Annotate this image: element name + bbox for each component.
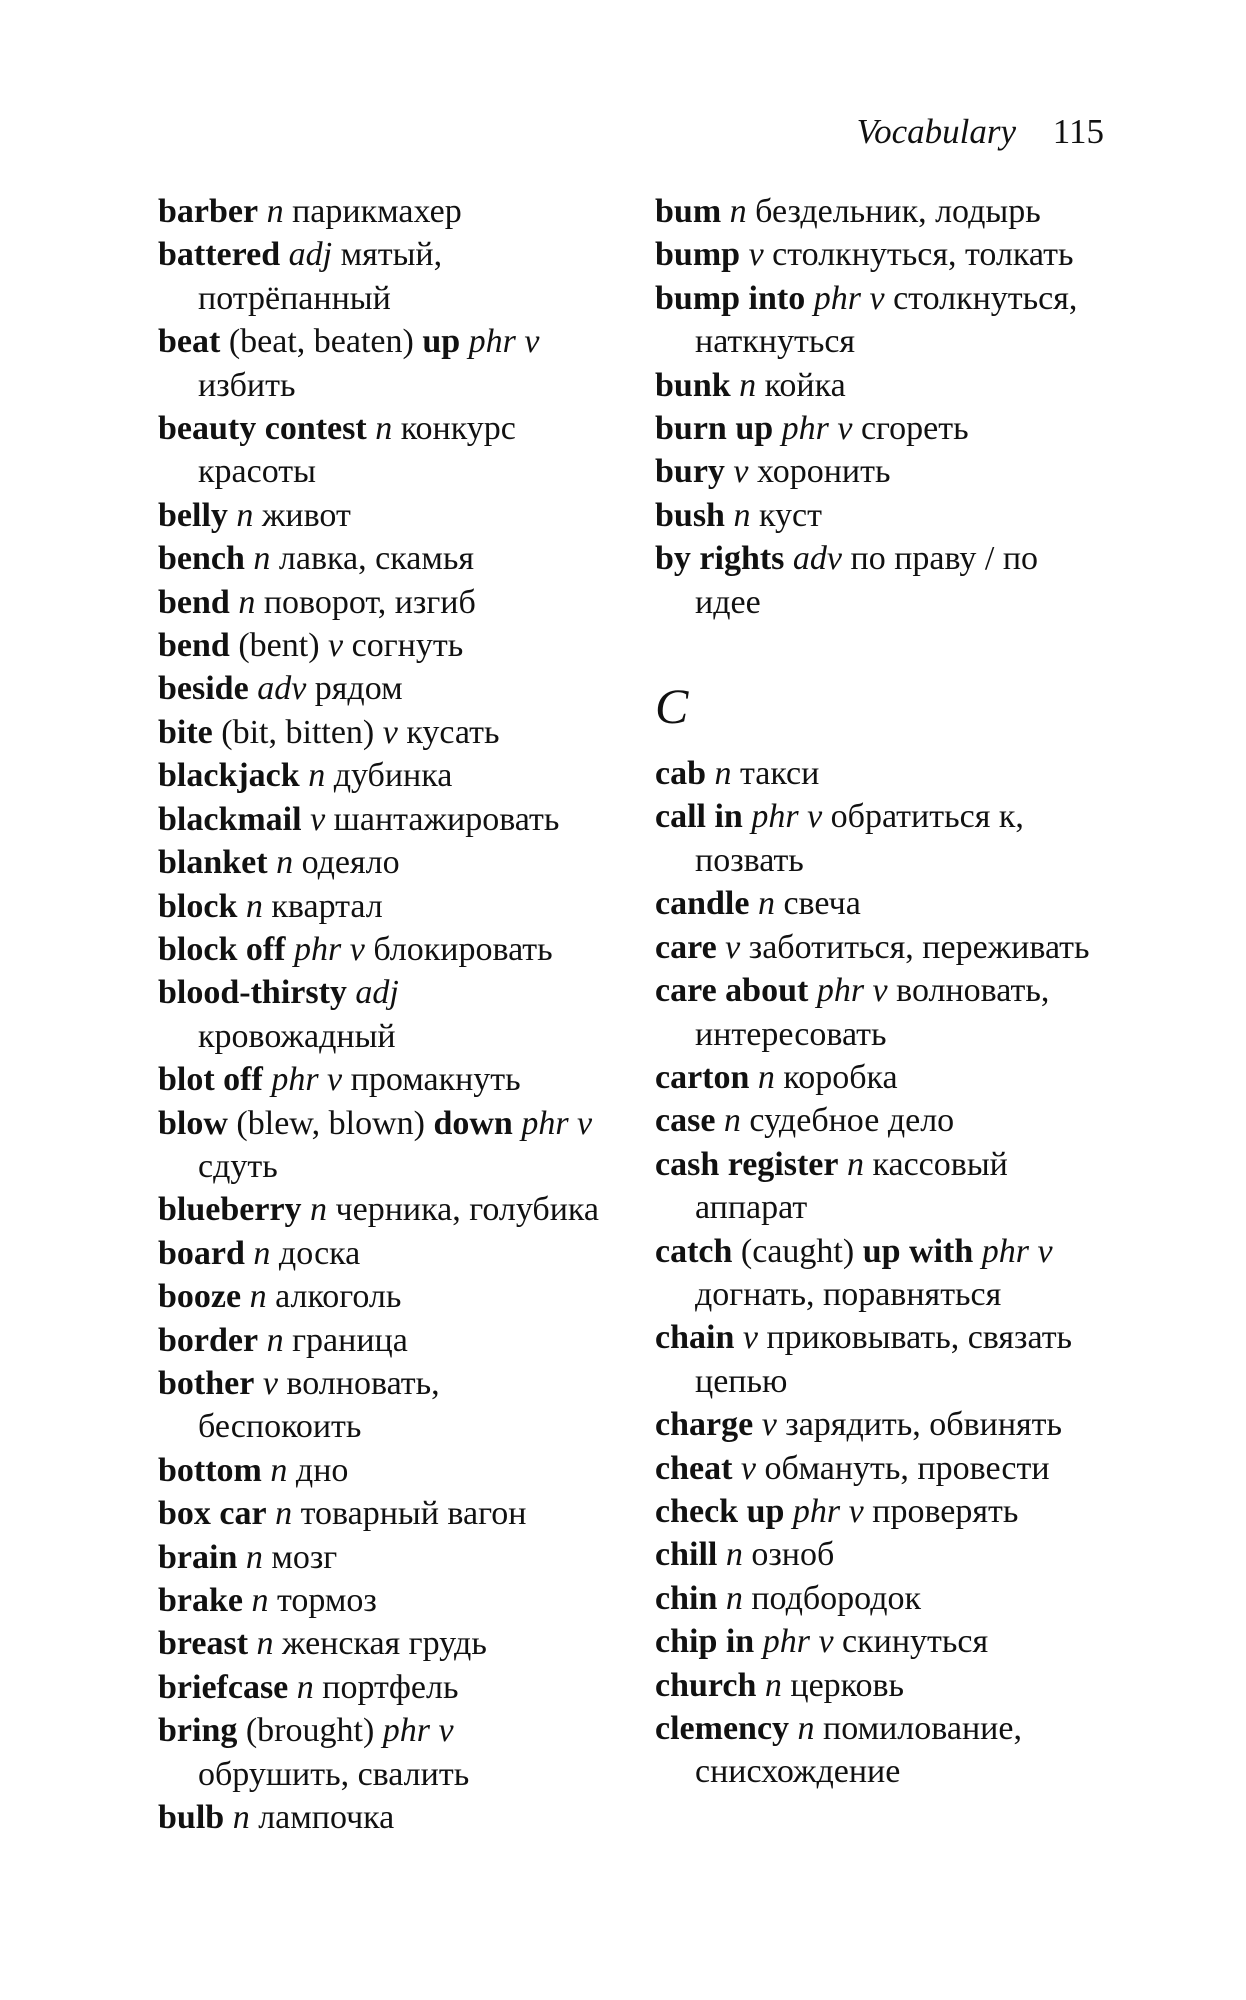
dictionary-entry bbox=[158, 233, 600, 320]
dictionary-entry bbox=[158, 971, 600, 1058]
entry-text bbox=[241, 1278, 250, 1315]
entry-text bbox=[754, 1623, 763, 1660]
entry-text: черника, голубика bbox=[327, 1191, 599, 1229]
dictionary-entry bbox=[158, 1232, 600, 1275]
entry-text bbox=[749, 885, 758, 922]
part-of-speech: v bbox=[382, 713, 398, 751]
entry-text bbox=[460, 323, 469, 360]
headword: blackmail bbox=[158, 800, 302, 838]
part-of-speech: n bbox=[764, 1666, 782, 1704]
headword: box car bbox=[158, 1495, 267, 1533]
dictionary-entry bbox=[655, 752, 1097, 795]
dictionary-entry bbox=[158, 1188, 600, 1231]
headword: blot off bbox=[158, 1061, 263, 1099]
part-of-speech: n bbox=[723, 1102, 741, 1140]
entry-text: одеяло bbox=[293, 844, 400, 882]
entry-text: кусать bbox=[397, 713, 500, 751]
part-of-speech: v bbox=[328, 627, 344, 665]
headword: care about bbox=[655, 972, 809, 1010]
entry-text bbox=[715, 1102, 724, 1139]
headword: booze bbox=[158, 1278, 242, 1316]
dictionary-entry bbox=[158, 711, 600, 754]
entry-text: (bit, bitten) bbox=[212, 713, 383, 751]
part-of-speech: n bbox=[232, 1799, 250, 1837]
part-of-speech: n bbox=[729, 193, 747, 230]
part-of-speech: n bbox=[245, 1538, 263, 1576]
dictionary-entry bbox=[655, 1230, 1097, 1317]
dictionary-entry bbox=[158, 798, 600, 841]
part-of-speech: adj bbox=[355, 974, 399, 1012]
entry-text: столкнуться, наткнуться bbox=[695, 279, 1078, 361]
part-of-speech: phr v bbox=[468, 323, 540, 361]
entry-text bbox=[789, 1710, 798, 1747]
section-letter: C bbox=[655, 678, 689, 735]
headword: chin bbox=[655, 1579, 718, 1617]
dictionary-entry bbox=[158, 885, 600, 928]
entry-text bbox=[717, 1536, 726, 1573]
part-of-speech: n bbox=[296, 1668, 314, 1706]
entry-text: хоронить bbox=[748, 453, 891, 491]
entry-text bbox=[237, 888, 246, 925]
part-of-speech: n bbox=[797, 1710, 815, 1747]
entry-text: церковь bbox=[781, 1666, 905, 1704]
section-title: Vocabulary bbox=[856, 112, 1017, 151]
entry-text: тормоз bbox=[268, 1582, 377, 1619]
entry-text: портфель bbox=[313, 1668, 459, 1706]
entry-text: сгореть bbox=[852, 410, 969, 448]
dictionary-entry bbox=[655, 1707, 1097, 1794]
entry-text: судебное дело bbox=[740, 1102, 955, 1140]
entry-text bbox=[248, 1625, 257, 1662]
headword: catch bbox=[655, 1232, 733, 1270]
dictionary-entry bbox=[655, 1143, 1097, 1230]
entry-text bbox=[717, 1580, 726, 1617]
entry-text: койка bbox=[756, 366, 846, 404]
part-of-speech: n bbox=[310, 1191, 328, 1229]
entry-text: (caught) bbox=[732, 1232, 863, 1270]
dictionary-entry bbox=[655, 190, 1097, 233]
dictionary-entry bbox=[158, 754, 600, 797]
entry-text: шантажировать bbox=[325, 800, 560, 838]
part-of-speech: n bbox=[251, 1582, 269, 1619]
part-of-speech: n bbox=[238, 583, 256, 621]
entry-text bbox=[749, 1059, 758, 1096]
entry-text: (blew, blown) bbox=[227, 1104, 434, 1142]
headword: border bbox=[158, 1321, 259, 1359]
headword: bring bbox=[158, 1712, 238, 1750]
entry-text: обмануть, провести bbox=[756, 1449, 1050, 1487]
part-of-speech: n bbox=[308, 757, 326, 795]
dictionary-entry bbox=[655, 494, 1097, 537]
entry-text bbox=[706, 755, 715, 792]
entry-text bbox=[237, 1539, 246, 1576]
headword: charge bbox=[655, 1406, 754, 1444]
part-of-speech: v bbox=[748, 236, 764, 274]
entry-text bbox=[367, 410, 376, 447]
entry-text: подбородок bbox=[742, 1579, 922, 1617]
entry-text bbox=[808, 972, 817, 1009]
dictionary-entry bbox=[655, 537, 1097, 624]
part-of-speech: v bbox=[733, 453, 749, 491]
entry-text: живот bbox=[253, 496, 351, 534]
entry-text: женская грудь bbox=[273, 1625, 487, 1663]
entry-text: поворот, изгиб bbox=[255, 583, 476, 621]
dictionary-entry bbox=[655, 1056, 1097, 1099]
part-of-speech: n bbox=[725, 1579, 743, 1617]
headword: beauty contest bbox=[158, 410, 367, 448]
dictionary-entry bbox=[158, 407, 600, 494]
headword: block bbox=[158, 887, 238, 925]
headword: up bbox=[422, 323, 461, 361]
dictionary-entry bbox=[158, 1102, 600, 1189]
entry-text bbox=[267, 1495, 276, 1532]
part-of-speech: phr v bbox=[781, 410, 853, 448]
page-number: 115 bbox=[1052, 112, 1104, 151]
dictionary-entry bbox=[158, 1709, 600, 1796]
dictionary-entry bbox=[655, 926, 1097, 969]
part-of-speech: n bbox=[757, 1058, 775, 1096]
headword: brake bbox=[158, 1582, 243, 1619]
headword: cab bbox=[655, 755, 706, 793]
part-of-speech: n bbox=[714, 755, 732, 793]
part-of-speech: v bbox=[262, 1364, 278, 1402]
entry-text bbox=[734, 1319, 743, 1356]
entry-text bbox=[302, 801, 311, 838]
entry-text: дно bbox=[287, 1451, 349, 1489]
headword: board bbox=[158, 1234, 245, 1272]
dictionary-entry bbox=[158, 624, 600, 667]
entry-text bbox=[258, 193, 267, 230]
entry-text: скинуться bbox=[833, 1623, 989, 1661]
entry-text: доска bbox=[270, 1234, 361, 1272]
dictionary-entry bbox=[655, 795, 1097, 882]
entry-text bbox=[784, 540, 793, 577]
entry-text: помилование, снисхождение bbox=[695, 1710, 1022, 1791]
part-of-speech: n bbox=[375, 410, 393, 448]
entry-text: бездельник, лодырь bbox=[746, 193, 1041, 230]
part-of-speech: phr v bbox=[792, 1492, 864, 1530]
entry-text bbox=[721, 193, 730, 230]
entry-text: граница bbox=[283, 1321, 408, 1359]
dictionary-entry bbox=[158, 1796, 600, 1839]
headword: barber bbox=[158, 193, 259, 230]
headword: bother bbox=[158, 1364, 255, 1402]
dictionary-entry bbox=[655, 1099, 1097, 1142]
entry-text bbox=[753, 1406, 762, 1443]
dictionary-entry bbox=[158, 1058, 600, 1101]
entry-text bbox=[740, 236, 749, 273]
part-of-speech: n bbox=[245, 887, 263, 925]
entry-text: промакнуть bbox=[342, 1061, 521, 1099]
entry-text: конкурс красоты bbox=[198, 410, 516, 491]
headword: bush bbox=[655, 496, 725, 534]
dictionary-entry bbox=[655, 969, 1097, 1056]
entry-text: лавка, скамья bbox=[270, 540, 474, 578]
entry-text: проверять bbox=[863, 1492, 1019, 1530]
entry-text bbox=[280, 236, 289, 273]
headword: blackjack bbox=[158, 757, 300, 795]
entry-text bbox=[249, 670, 258, 707]
part-of-speech: n bbox=[249, 1278, 267, 1316]
entry-text: такси bbox=[731, 755, 820, 793]
headword: case bbox=[655, 1102, 716, 1140]
part-of-speech: adj bbox=[288, 236, 333, 274]
part-of-speech: phr v bbox=[521, 1104, 593, 1142]
headword: bite bbox=[158, 713, 213, 751]
entry-text: волновать, интересовать bbox=[695, 972, 1050, 1053]
part-of-speech: phr v bbox=[813, 279, 885, 317]
entry-text bbox=[254, 1365, 263, 1402]
dictionary-entry bbox=[655, 1577, 1097, 1620]
headword: chain bbox=[655, 1319, 735, 1357]
entry-text bbox=[805, 280, 814, 317]
entry-text: коробка bbox=[774, 1058, 898, 1096]
headword: bend bbox=[158, 583, 230, 621]
dictionary-entry bbox=[655, 1533, 1097, 1576]
part-of-speech: phr v bbox=[981, 1232, 1053, 1270]
dictionary-entry bbox=[655, 407, 1097, 450]
part-of-speech: v bbox=[761, 1406, 777, 1444]
dictionary-entry bbox=[158, 1536, 600, 1579]
dictionary-entry bbox=[158, 667, 600, 710]
headword: bump bbox=[655, 236, 741, 274]
dictionary-entry bbox=[158, 581, 600, 624]
entry-text bbox=[784, 1493, 793, 1530]
entry-text: избить bbox=[198, 366, 296, 404]
entry-text: алкоголь bbox=[266, 1278, 402, 1316]
dictionary-entry bbox=[158, 494, 600, 537]
headword: battered bbox=[158, 236, 281, 274]
entry-text: мозг bbox=[262, 1538, 338, 1576]
entry-text: кассовый аппарат bbox=[695, 1145, 1008, 1227]
dictionary-entry bbox=[158, 1492, 600, 1535]
part-of-speech: n bbox=[253, 540, 271, 578]
entry-list bbox=[655, 752, 1097, 1794]
entry-text bbox=[258, 1322, 267, 1359]
part-of-speech: phr v bbox=[294, 930, 365, 968]
entry-text: приковывать, связать цепью bbox=[695, 1319, 1073, 1400]
headword: by rights bbox=[655, 540, 785, 578]
headword: blanket bbox=[158, 844, 268, 882]
headword: blueberry bbox=[158, 1191, 302, 1229]
dictionary-entry bbox=[158, 1622, 600, 1665]
part-of-speech: n bbox=[236, 496, 254, 534]
dictionary-entry bbox=[655, 450, 1097, 493]
entry-text: по праву / по идее bbox=[695, 540, 1039, 621]
entry-text: обрушить, свалить bbox=[198, 1755, 470, 1793]
dictionary-entry bbox=[158, 1449, 600, 1492]
headword: church bbox=[655, 1666, 757, 1704]
part-of-speech: n bbox=[276, 844, 294, 882]
entry-text bbox=[268, 844, 277, 881]
entry-text bbox=[732, 1450, 741, 1487]
dictionary-entry bbox=[158, 1666, 600, 1709]
entry-text: обратиться к, позвать bbox=[695, 798, 1024, 879]
part-of-speech: phr v bbox=[762, 1623, 834, 1661]
entry-text: кровожадный bbox=[198, 1017, 396, 1055]
part-of-speech: v bbox=[310, 800, 326, 838]
entry-text: товарный вагон bbox=[292, 1495, 527, 1533]
entry-text: блокировать bbox=[364, 930, 553, 968]
dictionary-entry bbox=[655, 277, 1097, 364]
part-of-speech: n bbox=[739, 366, 757, 404]
part-of-speech: n bbox=[270, 1451, 288, 1489]
headword: brain bbox=[158, 1538, 238, 1576]
headword: bottom bbox=[158, 1451, 262, 1489]
entry-text bbox=[756, 1667, 765, 1704]
dictionary-entry bbox=[655, 1447, 1097, 1490]
part-of-speech: phr v bbox=[382, 1712, 454, 1750]
entry-text: свеча bbox=[774, 885, 861, 923]
dictionary-entry bbox=[158, 928, 600, 971]
entry-text bbox=[243, 1582, 252, 1619]
headword: chill bbox=[655, 1536, 718, 1574]
dictionary-entry bbox=[655, 364, 1097, 407]
entry-text: (beat, beaten) bbox=[220, 323, 423, 361]
entry-text: столкнуться, толкать bbox=[763, 236, 1074, 274]
part-of-speech: n bbox=[725, 1536, 743, 1574]
dictionary-entry bbox=[158, 320, 600, 407]
dictionary-entry bbox=[158, 1275, 600, 1318]
headword: up with bbox=[862, 1232, 974, 1270]
entry-text: куст bbox=[750, 496, 822, 534]
entry-text bbox=[288, 1669, 297, 1706]
headword: care bbox=[655, 928, 717, 966]
headword: belly bbox=[158, 496, 228, 534]
headword: beside bbox=[158, 670, 249, 708]
entry-list bbox=[655, 190, 1097, 624]
entry-text: догнать, поравняться bbox=[695, 1275, 1002, 1313]
entry-text: (bent) bbox=[229, 627, 329, 665]
headword: bury bbox=[655, 453, 725, 491]
entry-text bbox=[286, 931, 295, 968]
headword: cheat bbox=[655, 1449, 733, 1487]
entry-text: согнуть bbox=[343, 627, 464, 665]
headword: breast bbox=[158, 1625, 249, 1663]
headword: blow bbox=[158, 1104, 228, 1142]
dictionary-entry bbox=[158, 1362, 600, 1449]
headword: down bbox=[433, 1104, 513, 1142]
entry-text bbox=[973, 1233, 982, 1270]
part-of-speech: n bbox=[266, 1321, 284, 1359]
dictionary-entry bbox=[158, 1319, 600, 1362]
entry-text bbox=[224, 1799, 233, 1836]
entry-text: квартал bbox=[262, 887, 383, 925]
entry-text bbox=[731, 367, 740, 404]
headword: beat bbox=[158, 323, 221, 361]
headword: cash register bbox=[655, 1145, 839, 1183]
headword: call in bbox=[655, 798, 743, 836]
entry-text bbox=[302, 1191, 311, 1228]
dictionary-entry bbox=[158, 190, 600, 233]
headword: bump into bbox=[655, 279, 806, 317]
entry-list bbox=[158, 190, 600, 1839]
entry-text: озноб bbox=[742, 1536, 835, 1574]
headword: carton bbox=[655, 1058, 750, 1096]
dictionary-entry bbox=[655, 1664, 1097, 1707]
part-of-speech: phr v bbox=[816, 972, 888, 1010]
entry-text: мятый, потрёпанный bbox=[198, 236, 443, 317]
entry-text: рядом bbox=[306, 670, 403, 708]
headword: block off bbox=[158, 930, 286, 968]
headword: blood-thirsty bbox=[158, 974, 347, 1012]
part-of-speech: v bbox=[740, 1449, 757, 1487]
running-header bbox=[857, 112, 1104, 152]
part-of-speech: n bbox=[266, 193, 284, 230]
part-of-speech: v bbox=[725, 928, 741, 966]
entry-text: заботиться, переживать bbox=[740, 928, 1090, 966]
headword: check up bbox=[655, 1492, 785, 1530]
headword: chip in bbox=[655, 1623, 755, 1661]
entry-text bbox=[300, 757, 309, 794]
dictionary-entry bbox=[655, 1490, 1097, 1533]
headword: clemency bbox=[655, 1710, 790, 1747]
headword: bend bbox=[158, 627, 230, 665]
entry-text bbox=[717, 929, 726, 966]
part-of-speech: n bbox=[256, 1625, 274, 1663]
headword: bench bbox=[158, 540, 245, 578]
part-of-speech: adv bbox=[257, 670, 307, 708]
part-of-speech: adv bbox=[792, 540, 843, 578]
dictionary-entry bbox=[655, 1403, 1097, 1446]
dictionary-entry bbox=[655, 1620, 1097, 1663]
entry-text: зарядить, обвинять bbox=[776, 1406, 1063, 1444]
entry-text: дубинка bbox=[325, 757, 453, 795]
dictionary-entry bbox=[655, 1316, 1097, 1403]
headword: bum bbox=[655, 193, 722, 230]
headword: bunk bbox=[655, 366, 731, 404]
entry-text: сдуть bbox=[198, 1147, 278, 1185]
part-of-speech: v bbox=[742, 1319, 758, 1357]
headword: briefcase bbox=[158, 1668, 289, 1706]
dictionary-entry bbox=[655, 233, 1097, 276]
part-of-speech: phr v bbox=[271, 1061, 343, 1099]
part-of-speech: phr v bbox=[751, 798, 823, 836]
entry-text: лампочка bbox=[249, 1799, 395, 1837]
part-of-speech: n bbox=[846, 1145, 864, 1183]
entry-text: парикмахер bbox=[283, 193, 462, 230]
headword: burn up bbox=[655, 410, 774, 448]
entry-text bbox=[838, 1146, 847, 1183]
dictionary-entry bbox=[158, 841, 600, 884]
part-of-speech: n bbox=[757, 885, 775, 923]
right-column bbox=[655, 190, 1097, 1794]
part-of-speech: n bbox=[253, 1234, 271, 1272]
part-of-speech: n bbox=[275, 1495, 293, 1533]
headword: candle bbox=[655, 885, 750, 923]
headword: bulb bbox=[158, 1799, 225, 1837]
entry-text bbox=[773, 410, 782, 447]
entry-text: (brought) bbox=[237, 1712, 383, 1750]
part-of-speech: n bbox=[733, 496, 751, 534]
dictionary-entry bbox=[655, 882, 1097, 925]
dictionary-entry bbox=[158, 1579, 600, 1622]
left-column bbox=[158, 190, 600, 1839]
dictionary-entry bbox=[158, 537, 600, 580]
entry-text: волновать, беспокоить bbox=[198, 1364, 440, 1446]
